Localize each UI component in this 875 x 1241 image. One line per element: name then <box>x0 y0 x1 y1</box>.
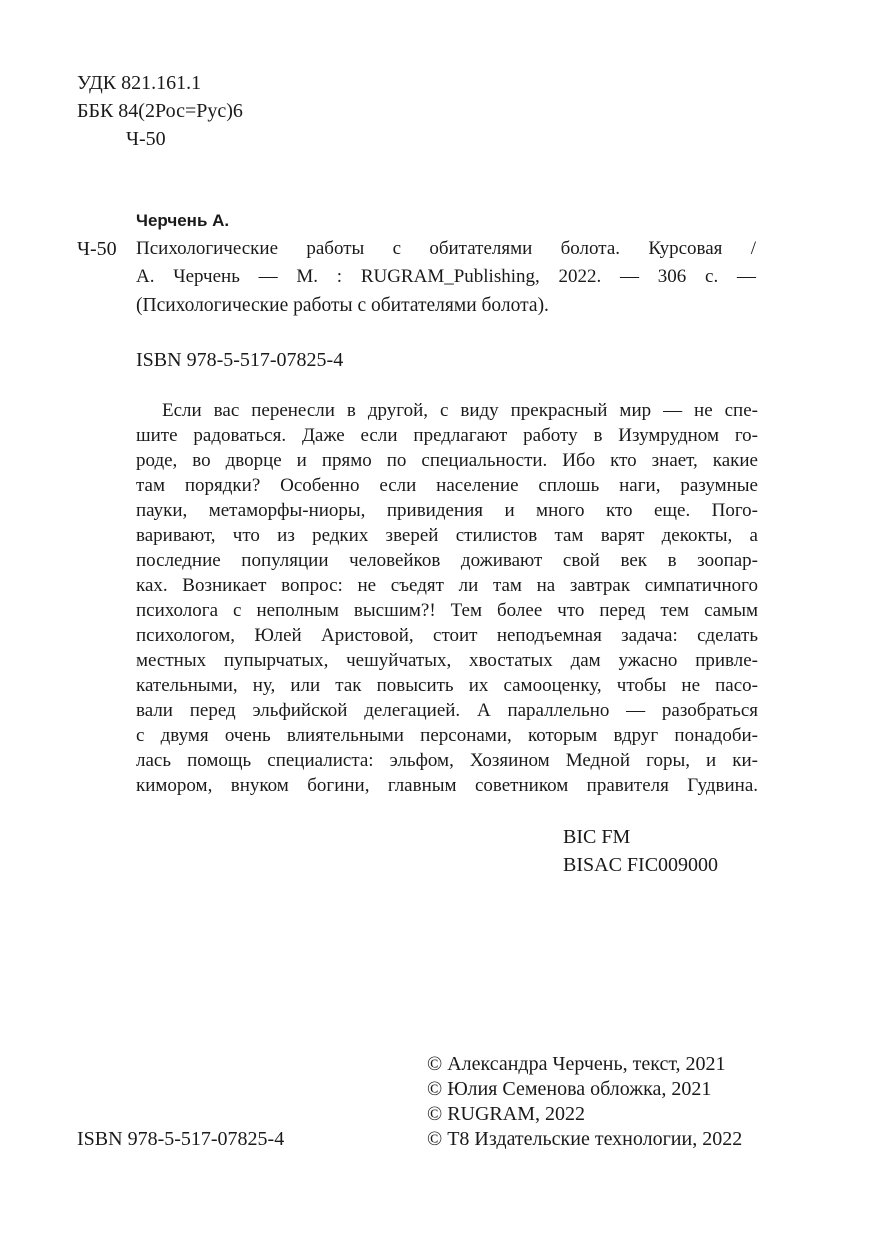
title-line-1: Психологические работы с обитателями болота. Курсовая / <box>136 238 756 259</box>
title-line-3: (Психологические работы с обитателями болота). <box>136 295 549 316</box>
annotation-line: Если вас перенесли в другой, с виду прекрасный мир — не спе- <box>162 400 758 421</box>
annotation-line: варивают, что из редких зверей стилистов там варят декокты, а <box>136 525 758 546</box>
annotation-line: местных пупырчатых, чешуйчатых, хвостатых дам ужасно привле- <box>136 650 758 671</box>
title-line-2: А. Черчень — М. : RUGRAM_Publishing, 2022. — 306 с. — <box>136 266 756 287</box>
annotation-line: психолога с неполным высшим?! Тем более что перед тем самым <box>136 600 758 621</box>
annotation-line: лась помощь специалиста: эльфом, Хозяином Медной горы, и ки- <box>136 750 758 771</box>
annotation-line: с двумя очень влиятельными персонами, которым вдруг понадоби- <box>136 725 758 746</box>
annotation-line: там порядки? Особенно если население сплошь наги, разумные <box>136 475 758 496</box>
copyright-line: © Т8 Издательские технологии, 2022 <box>427 1128 743 1150</box>
footer-isbn: ISBN 978-5-517-07825-4 <box>77 1128 285 1150</box>
side-author-mark: Ч-50 <box>77 238 117 260</box>
annotation-line: роде, во дворце и прямо по специальности. Ибо кто знает, какие <box>136 450 758 471</box>
annotation-line: психологом, Юлей Аристовой, стоит неподъемная задача: сделать <box>136 625 758 646</box>
copyright-line: © RUGRAM, 2022 <box>427 1103 585 1125</box>
annotation-line: последние популяции человейков доживают свой век в зоопар- <box>136 550 758 571</box>
annotation-line: кимором, внуком богини, главным советником правителя Гудвина. <box>136 775 758 796</box>
annotation-line: вали перед эльфийской делегацией. А параллельно — разобраться <box>136 700 758 721</box>
entry-isbn: ISBN 978-5-517-07825-4 <box>136 349 344 371</box>
bisac-code: BISAC FIC009000 <box>563 854 719 876</box>
annotation-line: пауки, метаморфы-ниоры, привидения и много кто еще. Пого- <box>136 500 758 521</box>
annotation-line: шите радоваться. Даже если предлагают работу в Изумрудном го- <box>136 425 758 446</box>
bbk-code: ББК 84(2Рос=Рус)6 <box>77 100 243 122</box>
udk-code: УДК 821.161.1 <box>77 72 202 94</box>
copyright-line: © Александра Черчень, текст, 2021 <box>427 1053 726 1075</box>
bic-code: BIC FM <box>563 826 631 848</box>
annotation-line: ках. Возникает вопрос: не съедят ли там на завтрак симпатичного <box>136 575 758 596</box>
annotation-line: кательными, ну, или так повысить их самооценку, чтобы не пасо- <box>136 675 758 696</box>
copyright-line: © Юлия Семенова обложка, 2021 <box>427 1078 712 1100</box>
author-heading: Черчень А. <box>136 211 230 230</box>
author-mark-code: Ч-50 <box>126 128 166 150</box>
